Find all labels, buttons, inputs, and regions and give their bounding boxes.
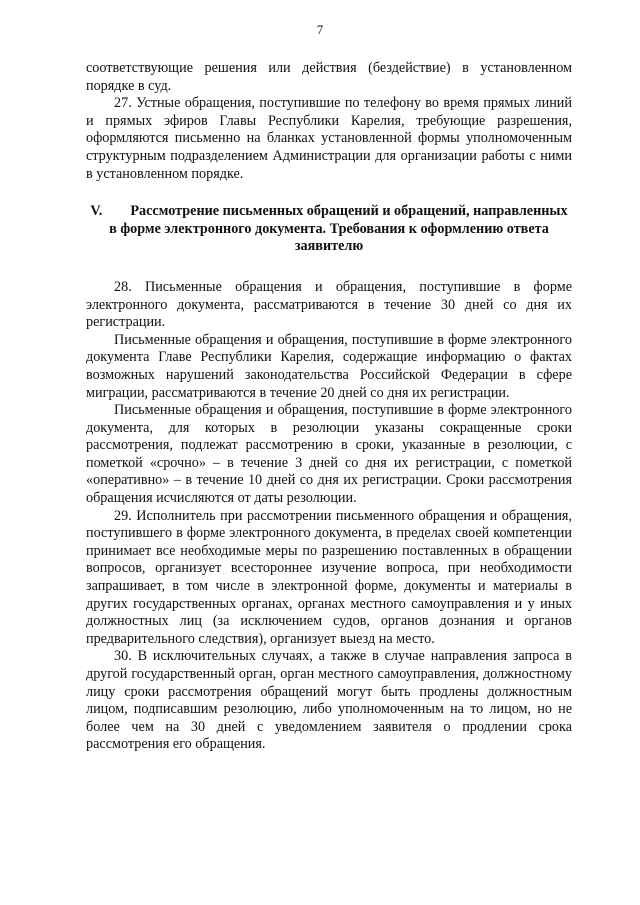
section-number: V. xyxy=(90,203,103,220)
paragraph: соответствующие решения или действия (бездействие) в установленном порядке в суд. xyxy=(86,60,572,94)
paragraph-27: 27. Устные обращения, поступившие по телефону во время прямых линий и прямых эфиров Главы Республики Карелия, требующие разрешения, оформляются письменно на бланках установленной формы уполномоченным структурным подразделением Администрации для организации работы с ними в установленном порядке. xyxy=(86,95,572,182)
paragraph: Письменные обращения и обращения, поступившие в форме электронного документа Главе Республики Карелия, содержащие информацию о фактах возможных нарушений законодательства Российской Федерации в сфере миграции, рассматриваются в течение 20 дней со дня их регистрации. xyxy=(86,331,572,401)
page-number: 7 xyxy=(316,22,324,37)
paragraph-29: 29. Исполнитель при рассмотрении письменного обращения и обращения, поступившего в форме электронного документа, в пределах своей компетенции принимает все необходимые меры по разрешению поставленных в обращении вопросов, организует всестороннее изучение вопроса, при необходимости запрашивает, в том числе в электронной форме, документы и материалы в других государственных органах, органах местного самоуправления и у иных должностных лиц (за исключением судов, органов дознания и органов предварительного следствия), организует выезд на место. xyxy=(86,507,572,647)
paragraph-30: 30. В исключительных случаях, а также в случае направления запроса в другой государственный орган, орган местного самоуправления, должностному лицу сроки рассмотрения обращений могут быть продлены должностным лицом, подписавшим резолюцию, либо уполномоченным на то лицом, но не более чем на 30 дней с уведомлением заявителя о продлении срока рассмотрения его обращения. xyxy=(86,648,572,753)
section-title: Рассмотрение письменных обращений и обращений, направленных в форме электронного документа. Требования к оформлению ответа заявителю xyxy=(109,203,568,255)
body-text xyxy=(86,60,572,754)
section-heading xyxy=(86,203,572,256)
paragraph-28: 28. Письменные обращения и обращения, поступившие в форме электронного документа, рассматриваются в течение 30 дней со дня их регистрации. xyxy=(86,278,572,331)
paragraph: Письменные обращения и обращения, поступившие в форме электронного документа, для которых в резолюции указаны сокращенные сроки рассмотрения, подлежат рассмотрению в сроки, указанные в резолюции, с пометкой «срочно» – в течение 3 дней со дня их регистрации, с пометкой «оперативно» – в течение 10 дней со дня их регистрации. Сроки рассмотрения обращения исчисляются от даты резолюции. xyxy=(86,402,572,507)
